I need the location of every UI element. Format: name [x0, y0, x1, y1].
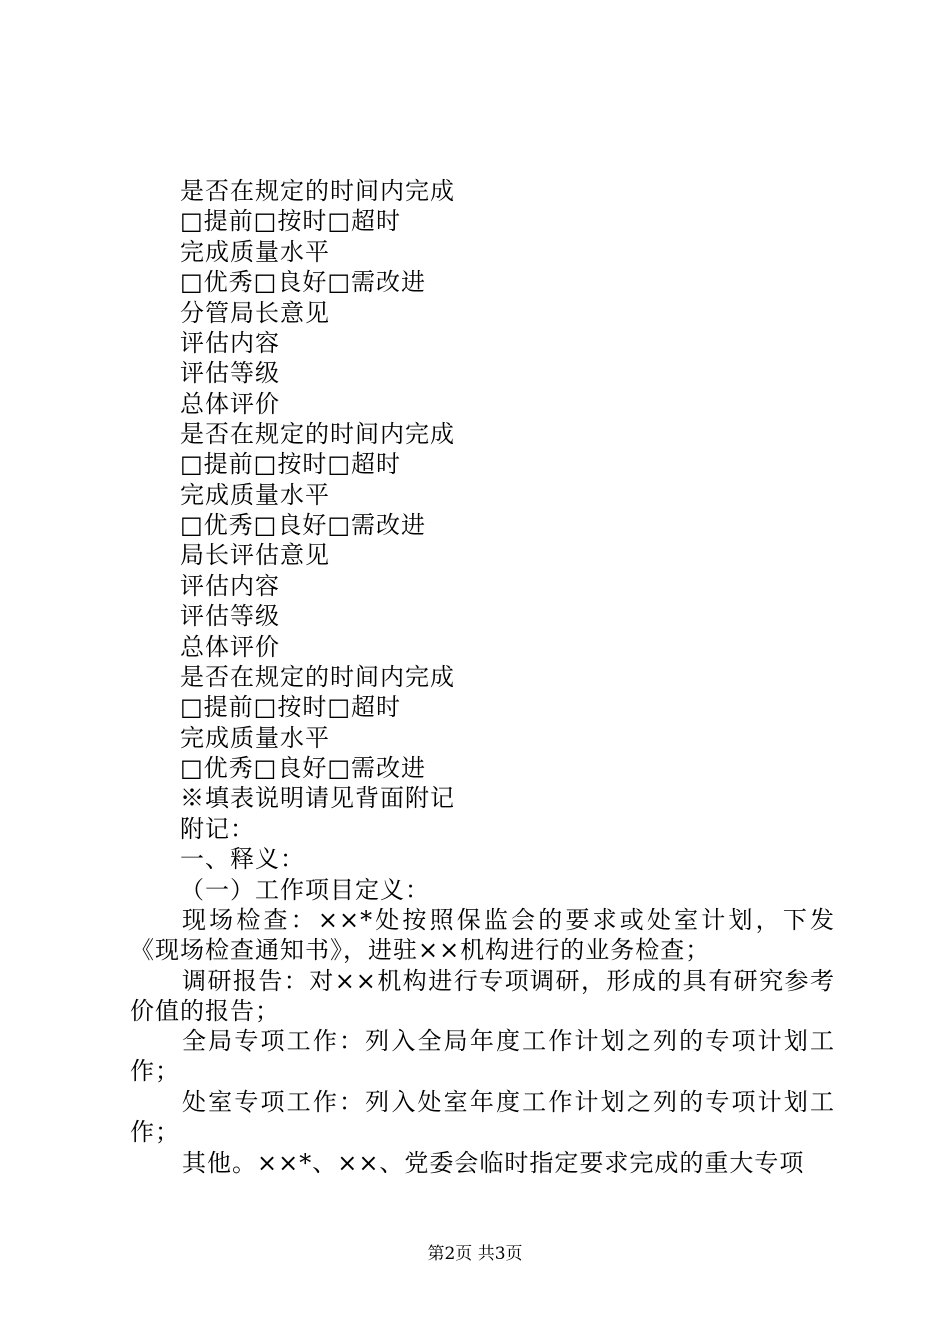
text-line: 是否在规定的时间内完成: [180, 420, 455, 448]
text-line: 完成质量水平: [180, 238, 330, 266]
definition-heading: 一、释义：: [180, 845, 305, 873]
options-line: □优秀□良好□需改进: [180, 754, 427, 782]
subsection-heading: （一）工作项目定义：: [180, 876, 430, 904]
page-footer: 第2页 共3页: [427, 1244, 523, 1264]
text-line: 评估等级: [180, 602, 280, 630]
definition-paragraph: 处室专项工作：列入处室年度工作计划之列的专项计划工作；: [130, 1088, 835, 1146]
text-line: 总体评价: [180, 390, 280, 418]
options-line: □提前□按时□超时: [180, 693, 402, 721]
options-line: □提前□按时□超时: [180, 207, 402, 235]
appendix-heading: 附记：: [180, 815, 255, 843]
text-line: 完成质量水平: [180, 724, 330, 752]
text-line: 是否在规定的时间内完成: [180, 177, 455, 205]
definition-paragraph: 其他。××*、××、党委会临时指定要求完成的重大专项: [182, 1149, 805, 1177]
options-line: □优秀□良好□需改进: [180, 268, 427, 296]
text-line: 是否在规定的时间内完成: [180, 663, 455, 691]
text-line: 完成质量水平: [180, 481, 330, 509]
text-line: 评估内容: [180, 572, 280, 600]
definition-paragraph: 全局专项工作：列入全局年度工作计划之列的专项计划工作；: [130, 1027, 835, 1085]
text-line: 评估内容: [180, 329, 280, 357]
note-line: ※填表说明请见背面附记: [180, 784, 455, 812]
section-heading: 局长评估意见: [180, 541, 330, 569]
text-line: 总体评价: [180, 633, 280, 661]
section-heading: 分管局长意见: [180, 299, 330, 327]
options-line: □优秀□良好□需改进: [180, 511, 427, 539]
options-line: □提前□按时□超时: [180, 450, 402, 478]
definition-paragraph: 现场检查：××*处按照保监会的要求或处室计划，下发《现场检查通知书》，进驻××机构进行的业务检查；: [130, 906, 835, 964]
definition-paragraph: 调研报告：对××机构进行专项调研，形成的具有研究参考价值的报告；: [130, 967, 835, 1025]
text-line: 评估等级: [180, 359, 280, 387]
